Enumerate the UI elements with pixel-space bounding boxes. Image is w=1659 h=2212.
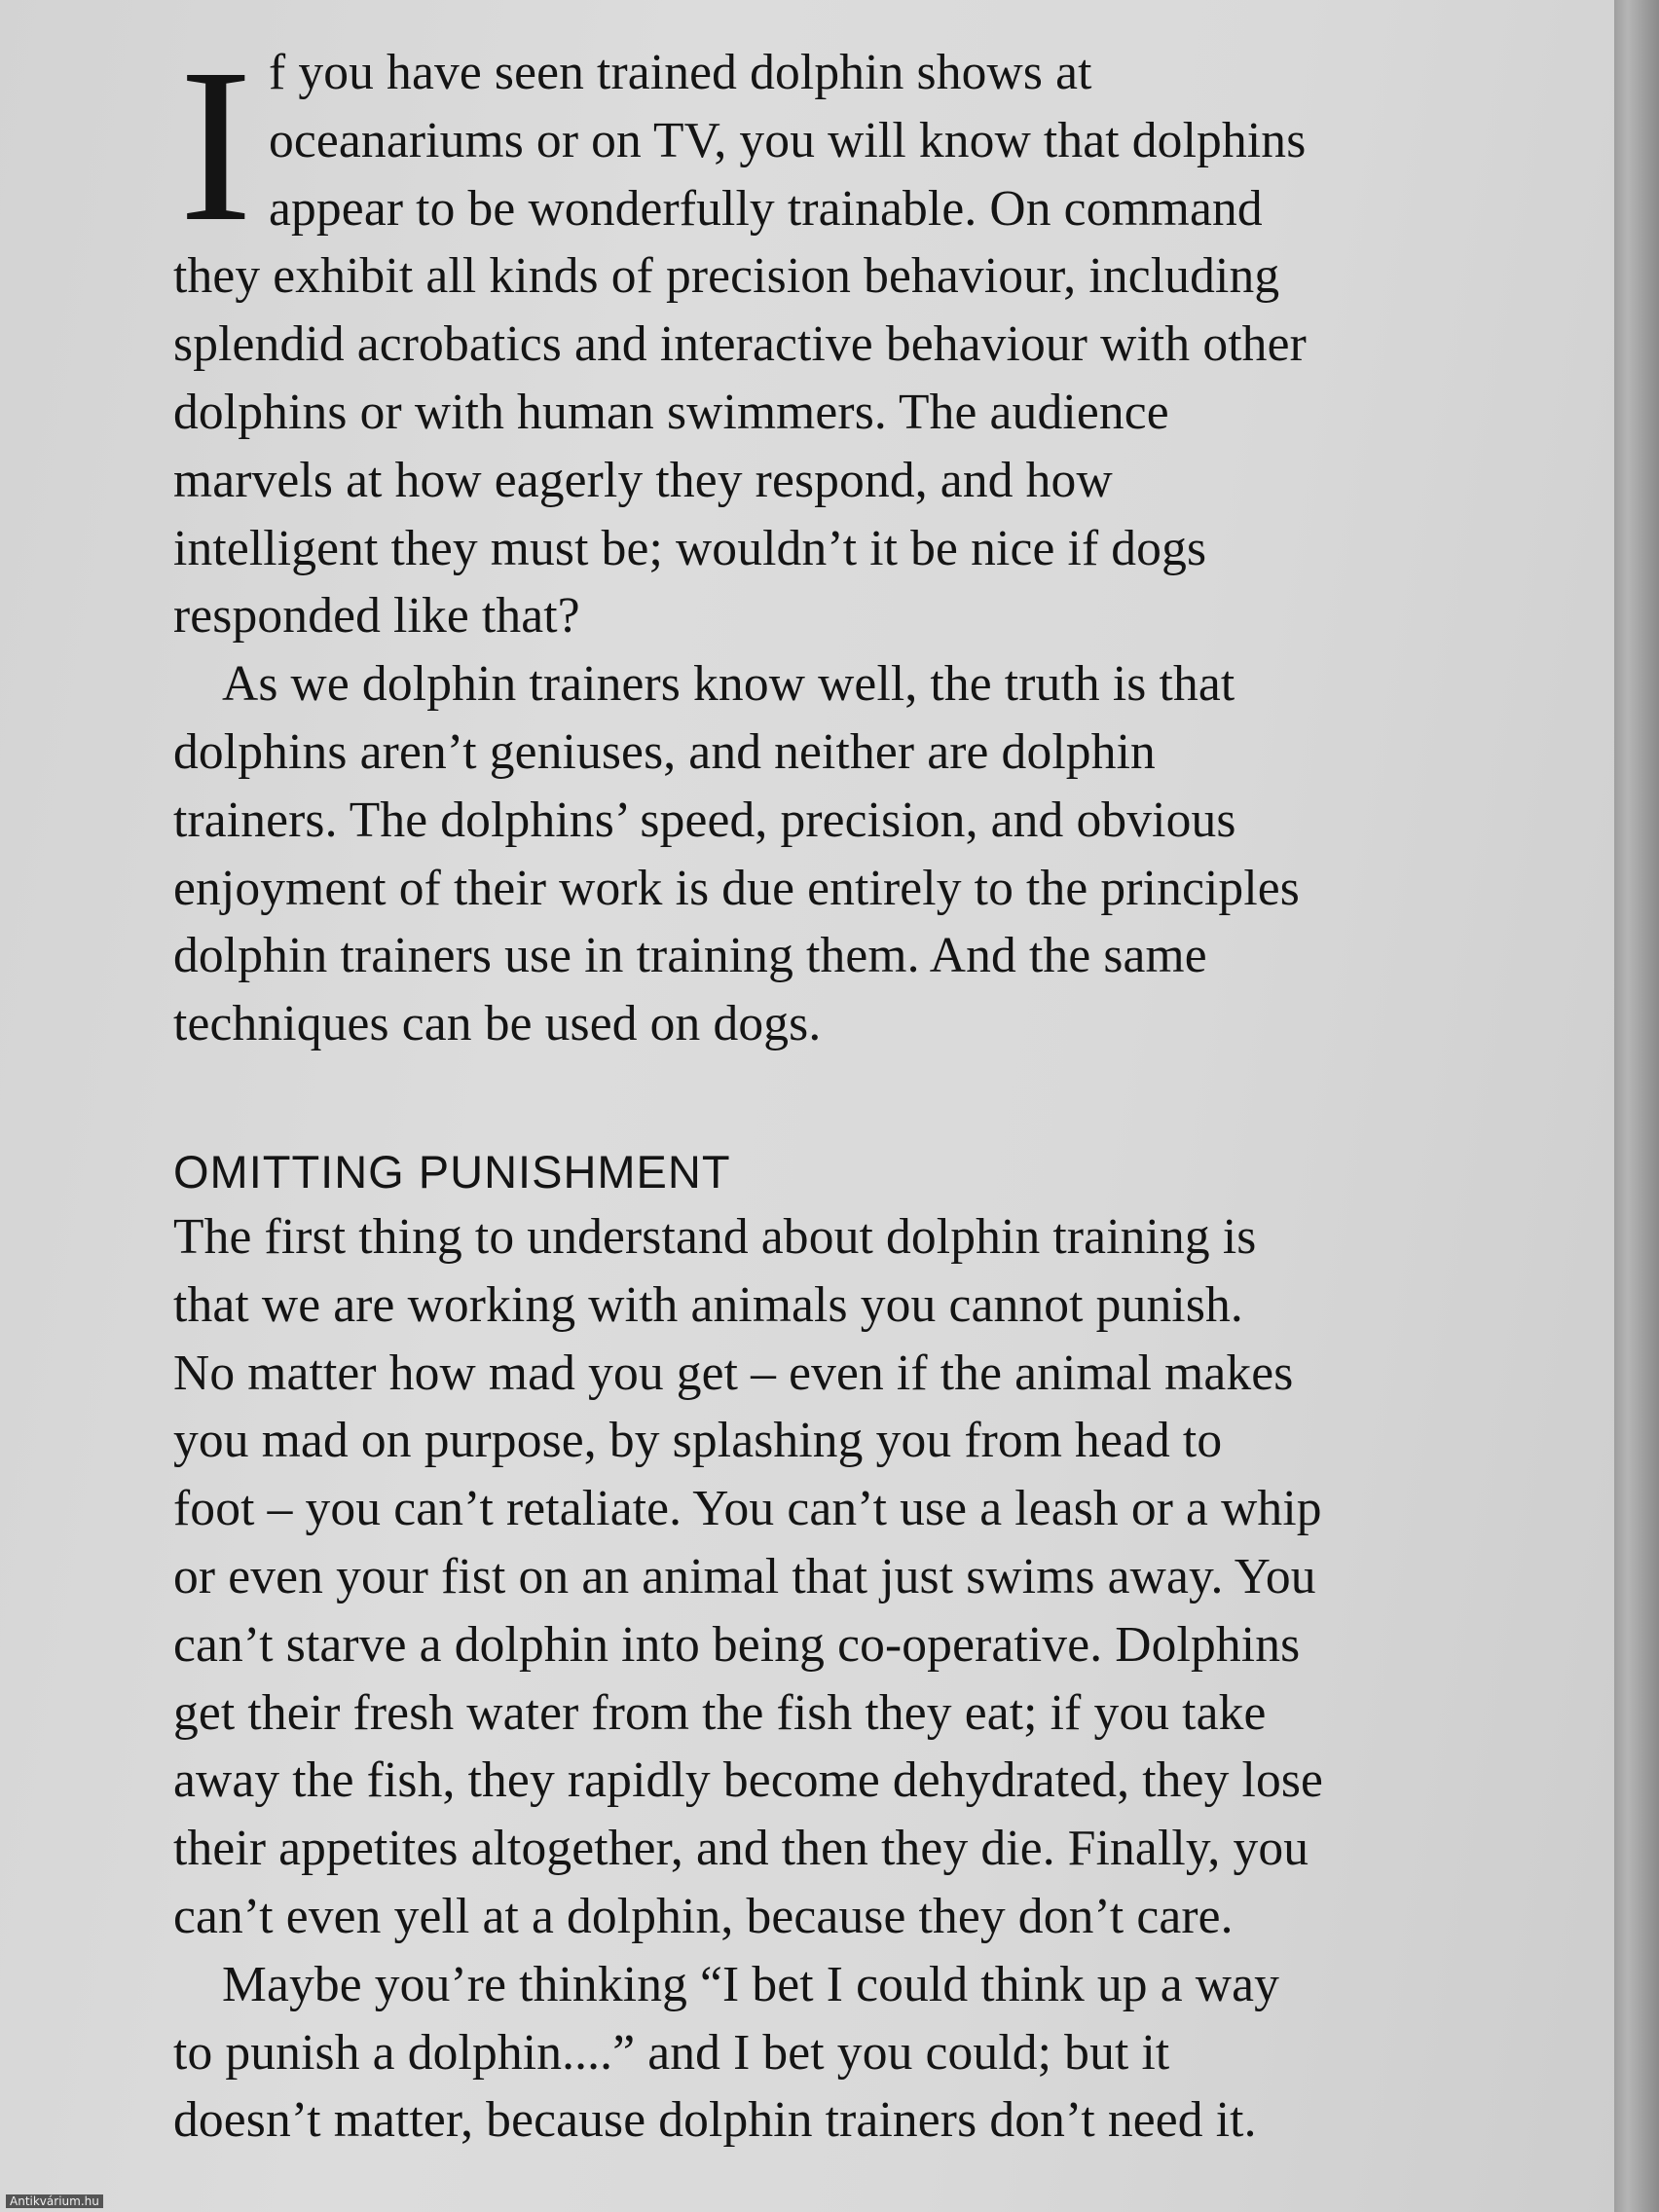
text-line: they exhibit all kinds of precision behaviour, including xyxy=(173,248,1280,305)
text-line: you mad on purpose, by splashing you from head to xyxy=(173,1413,1223,1469)
text-line: intelligent they must be; wouldn’t it be nice if dogs xyxy=(173,520,1207,576)
text-line: to punish a dolphin....” and I bet you could; but it xyxy=(173,2024,1170,2081)
text-line: responded like that? xyxy=(173,588,580,645)
text-line: get their fresh water from the fish they eat; if you take xyxy=(173,1684,1267,1741)
text-line: appear to be wonderfully trainable. On command xyxy=(269,180,1263,237)
page-edge-shadow xyxy=(1614,0,1659,2212)
text-line: dolphins or with human swimmers. The audience xyxy=(173,384,1169,440)
text-line: dolphins aren’t geniuses, and neither are dolphin xyxy=(173,723,1156,780)
text-line: or even your fist on an animal that just swims away. You xyxy=(173,1548,1316,1604)
text-line: marvels at how eagerly they respond, and how xyxy=(173,452,1113,508)
text-line: that we are working with animals you cannot punish. xyxy=(173,1276,1243,1333)
paragraph-intro xyxy=(173,23,1439,650)
paragraph-maybe xyxy=(173,1951,1439,2155)
text-line: techniques can be used on dogs. xyxy=(173,996,822,1052)
text-line: trainers. The dolphins’ speed, precision, and obvious xyxy=(173,792,1236,848)
page-body xyxy=(173,23,1439,2155)
watermark-label: Antikvárium.hu xyxy=(6,2194,103,2208)
paragraph-truth xyxy=(173,650,1439,1058)
text-line: doesn’t matter, because dolphin trainers don’t need it. xyxy=(173,2092,1257,2149)
text-line: foot – you can’t retaliate. You can’t use a leash or a whip xyxy=(173,1481,1322,1537)
text-line: dolphin trainers use in training them. And the same xyxy=(173,928,1207,984)
text-line: The first thing to understand about dolphin training is xyxy=(173,1208,1257,1265)
text-line: their appetites altogether, and then they die. Finally, you xyxy=(173,1821,1309,1877)
drop-cap: I xyxy=(179,23,253,267)
text-line: splendid acrobatics and interactive behaviour with other xyxy=(173,316,1307,373)
text-line: can’t even yell at a dolphin, because they don’t care. xyxy=(173,1888,1234,1944)
text-line: Maybe you’re thinking “I bet I could think up a way xyxy=(222,1956,1280,2012)
text-line: As we dolphin trainers know well, the truth is that xyxy=(222,656,1235,713)
text-line: away the fish, they rapidly become dehydrated, they lose xyxy=(173,1752,1324,1809)
text-line: enjoyment of their work is due entirely to the principles xyxy=(173,860,1300,916)
section-heading: OMITTING PUNISHMENT xyxy=(173,1145,731,1198)
paragraph-punishment xyxy=(173,1203,1439,1951)
text-line: oceanariums or on TV, you will know that dolphins xyxy=(269,112,1307,168)
text-line: No matter how mad you get – even if the animal makes xyxy=(173,1345,1294,1401)
text-line: f you have seen trained dolphin shows at xyxy=(269,45,1092,100)
text-line: can’t starve a dolphin into being co-operative. Dolphins xyxy=(173,1616,1301,1673)
